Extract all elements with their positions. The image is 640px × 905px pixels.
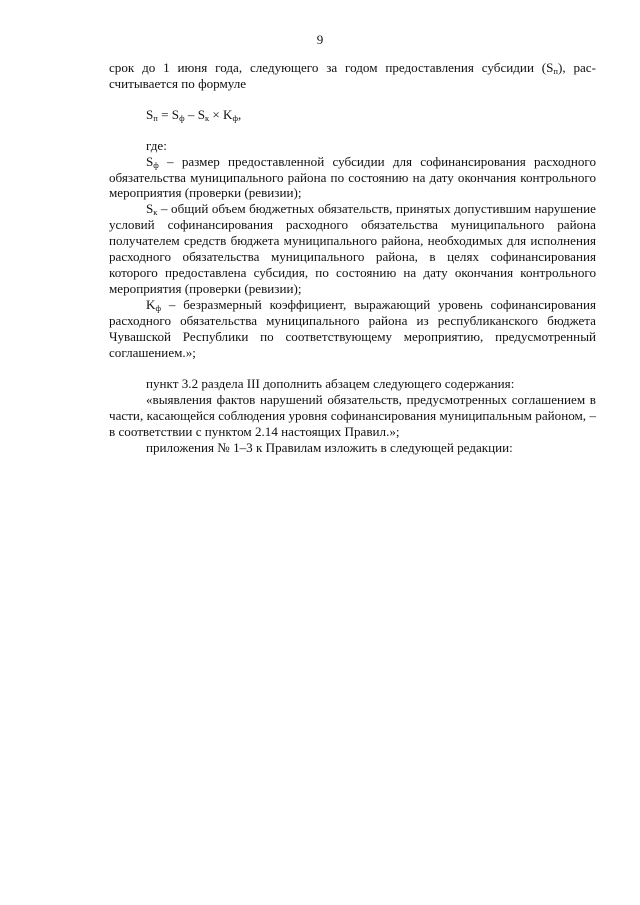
paragraph-gap bbox=[109, 360, 596, 376]
paragraph-quote: «выявления фактов нарушений обязательств, предусмотренных соглашением в части, касающейся соблюдения уровня софинансирования муниципальным районом, – в соответствии с пунктом 2.14 настоящих Правил.»; bbox=[109, 392, 596, 440]
formula: $S_п = S_ф - S_к \times K_ф$, bbox=[146, 106, 242, 123]
page-number: 9 bbox=[316, 32, 324, 47]
where-label: где: bbox=[146, 137, 167, 153]
paragraph-appendix: приложения № 1–3 к Правилам изложить в следующей редакции: bbox=[146, 440, 513, 456]
paragraph-punkt-3-2: пункт 3.2 раздела III дополнить абзацем следующего содержания: bbox=[146, 376, 515, 392]
document-body bbox=[109, 60, 596, 456]
definition-s-f: $S_ф$ – размер предоставленной субсидии для софинансирования расходного обязательства муниципального района по состоянию на дату окончания контрольного мероприятия (проверки (ревизии); bbox=[109, 153, 596, 201]
paragraph-deadline: срок до 1 июня года, следующего за годом предоставления субсидии $(S_п)$, рассчитывается по формуле bbox=[109, 60, 596, 91]
definition-s-k: $S_к$ – общий объем бюджетных обязательств, принятых допустившим нарушение условий софинансирования расходного обязательства муниципального района получателем средств бюджета муниципального района, необходимых для исполнения расходного обязательства муниципального района, в целях софинансирования которого предоставлена субсидия, по состоянию на дату окончания контрольного мероприятия (проверки (ревизии); bbox=[109, 201, 596, 296]
definition-k-f: $K_ф$ – безразмерный коэффициент, выражающий уровень софинансирования расходного обязательства муниципального района из республиканского бюджета Чувашской Республики по соответствующему мероприятию, предусмотренный соглашением.»; bbox=[109, 296, 596, 360]
